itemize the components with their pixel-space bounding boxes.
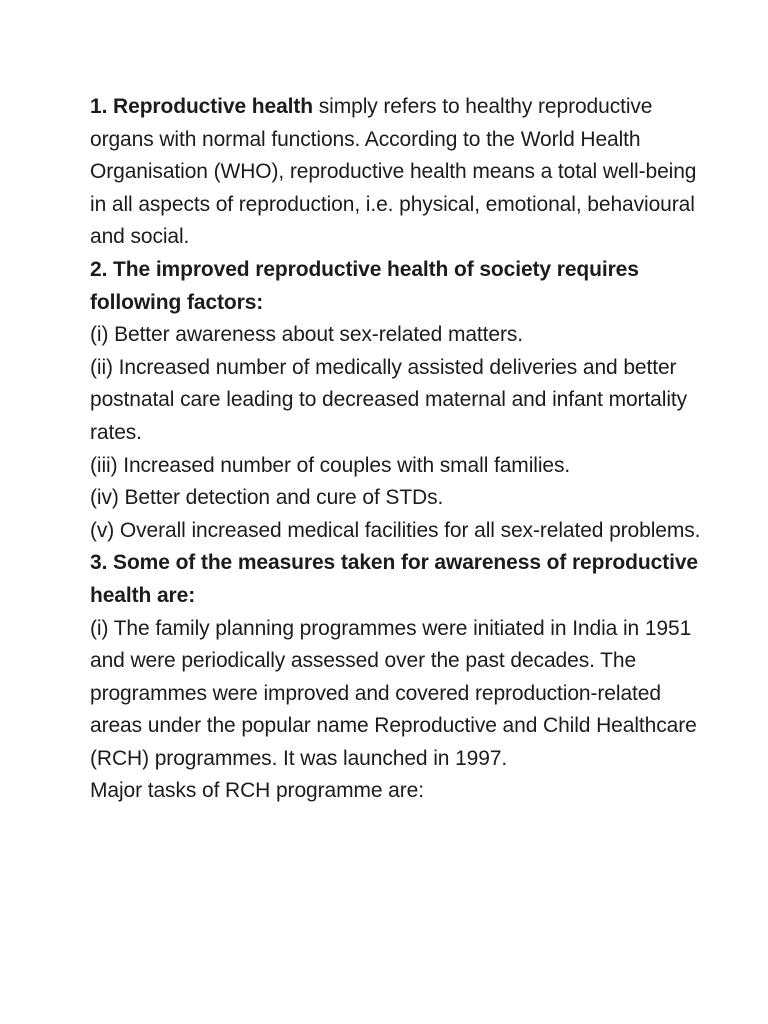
section-1-text: simply refers to healthy reproductive organs with normal functions. According to the World Health Organisation (WHO), reproductive health means a total well-being in all aspects of reproduction, i.e. physical, emotional, behavioural and social. bbox=[90, 95, 697, 249]
section-1-heading: 1. Reproductive health bbox=[90, 95, 314, 118]
section-2-item-1: (i) Better awareness about sex-related matters. bbox=[90, 323, 523, 347]
section-2-item-2: (ii) Increased number of medically assisted deliveries and better postnatal care leading to decreased maternal and infant mortality rates. bbox=[90, 355, 688, 444]
section-2-heading: 2. The improved reproductive health of society requires following factors: bbox=[90, 257, 639, 314]
document-body bbox=[90, 91, 710, 808]
section-3-item-2: Major tasks of RCH programme are: bbox=[90, 779, 424, 803]
section-2-item-3: (iii) Increased number of couples with small families. bbox=[90, 453, 571, 477]
section-2-item-4: (iv) Better detection and cure of STDs. bbox=[90, 486, 444, 510]
section-3-heading: 3. Some of the measures taken for awareness of reproductive health are: bbox=[90, 551, 698, 607]
section-2-item-5: (v) Overall increased medical facilities for all sex-related problems. bbox=[90, 518, 701, 542]
section-1-paragraph bbox=[90, 91, 710, 254]
section-3-item-1: (i) The family planning programmes were initiated in India in 1951 and were periodically assessed over the past decades. The programmes were improved and covered reproduction-related areas under the popular name Reproductive and Child Healthcare (RCH) programmes. It was launched in 1997. bbox=[90, 616, 697, 770]
